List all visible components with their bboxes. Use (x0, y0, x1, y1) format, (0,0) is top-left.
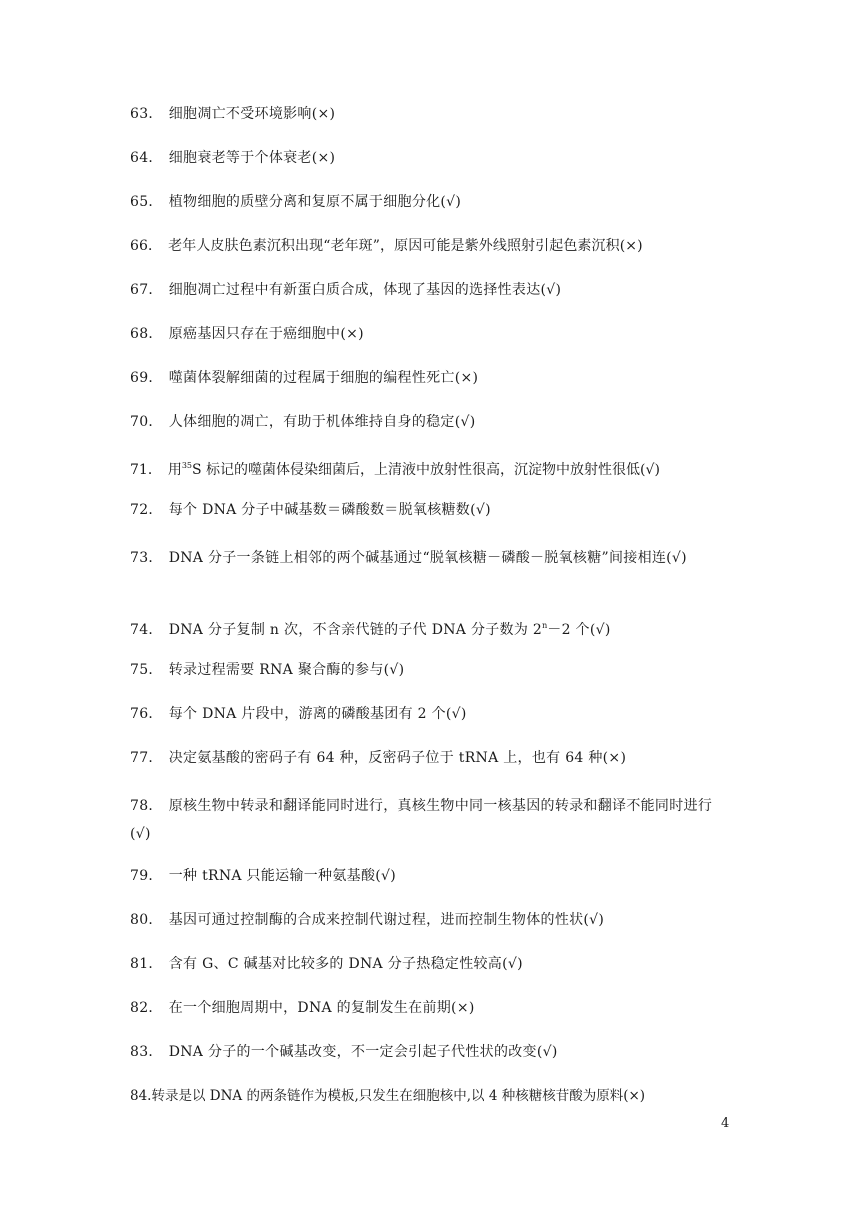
item-text: 人体细胞的凋亡，有助于机体维持自身的稳定(√) (168, 414, 476, 430)
item-number: 71． (130, 462, 162, 478)
item-text: 转录是以 DNA 的两条链作为模板,只发生在细胞核中,以 4 种核糖核苷酸为原料(×) (151, 1088, 646, 1104)
list-item (130, 866, 730, 886)
item-text-post: －2 个(√) (547, 622, 611, 638)
page-number: 4 (721, 1116, 730, 1131)
item-text: 原癌基因只存在于癌细胞中(×) (168, 326, 364, 342)
item-number: 68． (130, 326, 163, 342)
item-number: 73． (130, 550, 163, 566)
item-number: 81． (130, 956, 163, 972)
item-text: 老年人皮肤色素沉积出现“老年斑”，原因可能是紫外线照射引起色素沉积(×) (168, 238, 643, 254)
list-item (130, 148, 730, 168)
item-number: 74． (130, 622, 163, 638)
item-text: 细胞凋亡过程中有新蛋白质合成，体现了基因的选择性表达(√) (168, 282, 562, 298)
item-number: 72． (130, 502, 163, 518)
list-item (130, 910, 730, 930)
superscript: 35 (181, 461, 193, 470)
item-number: 77． (130, 750, 163, 766)
item-text-pre: DNA 分子复制 n 次，不含亲代链的子代 DNA 分子数为 2 (168, 622, 543, 638)
item-number: 64． (130, 150, 163, 166)
item-text: DNA 分子的一个碱基改变，不一定会引起子代性状的改变(√) (168, 1044, 558, 1060)
list-item (130, 104, 730, 124)
item-text: 每个 DNA 分子中碱基数＝磷酸数＝脱氧核糖数(√) (168, 502, 491, 518)
list-item (130, 954, 730, 974)
item-text: 细胞衰老等于个体衰老(×) (168, 150, 336, 166)
item-number: 79． (130, 868, 163, 884)
item-number: 82． (130, 1000, 163, 1016)
list-item (130, 500, 730, 520)
list-item (130, 792, 730, 848)
list-item (130, 412, 730, 432)
item-number: 83． (130, 1044, 163, 1060)
item-number: 63． (130, 106, 163, 122)
item-number: 65． (130, 194, 163, 210)
list-item (130, 280, 730, 300)
list-item (130, 368, 730, 388)
item-text-post: S 标记的噬菌体侵染细菌后，上清液中放射性很高，沉淀物中放射性很低(√) (192, 462, 660, 478)
item-text: 含有 G、C 碱基对比较多的 DNA 分子热稳定性较高(√) (168, 956, 523, 972)
item-text-pre: 用 (167, 462, 182, 478)
item-number: 70． (130, 414, 163, 430)
item-text: 一种 tRNA 只能运输一种氨基酸(√) (168, 868, 396, 884)
list-item (130, 324, 730, 344)
item-text: 决定氨基酸的密码子有 64 种，反密码子位于 tRNA 上，也有 64 种(×) (168, 750, 627, 766)
item-number: 76． (130, 706, 163, 722)
list-item (130, 192, 730, 212)
item-number: 67． (130, 282, 163, 298)
item-text: DNA 分子一条链上相邻的两个碱基通过“脱氧核糖－磷酸－脱氧核糖”间接相连(√) (168, 550, 687, 566)
list-item (130, 660, 730, 680)
item-text: 转录过程需要 RNA 聚合酶的参与(√) (168, 662, 405, 678)
item-text: 在一个细胞周期中，DNA 的复制发生在前期(×) (168, 1000, 475, 1016)
item-number: 80． (130, 912, 163, 928)
item-text: 细胞凋亡不受环境影响(×) (168, 106, 336, 122)
item-text: 每个 DNA 片段中，游离的磷酸基团有 2 个(√) (168, 706, 467, 722)
item-number: 66． (130, 238, 163, 254)
list-item (130, 748, 730, 768)
list-item (130, 998, 730, 1018)
item-number: 69． (130, 370, 163, 386)
list-item (130, 704, 730, 724)
superscript: n (542, 621, 548, 630)
list-item (130, 1042, 730, 1062)
list-item (130, 544, 730, 572)
item-text: 植物细胞的质壁分离和复原不属于细胞分化(√) (168, 194, 462, 210)
list-item (130, 1086, 730, 1106)
item-number: 78． (130, 798, 163, 814)
item-number: 75． (130, 662, 163, 678)
list-item (130, 236, 730, 256)
item-text: 噬菌体裂解细菌的过程属于细胞的编程性死亡(×) (168, 370, 479, 386)
list-item (130, 456, 730, 480)
item-text: 原核生物中转录和翻译能同时进行，真核生物中同一核基因的转录和翻译不能同时进行(√) (130, 798, 713, 842)
item-text: 基因可通过控制酶的合成来控制代谢过程，进而控制生物体的性状(√) (168, 912, 605, 928)
list-item (130, 616, 730, 640)
item-number: 84. (130, 1088, 152, 1104)
